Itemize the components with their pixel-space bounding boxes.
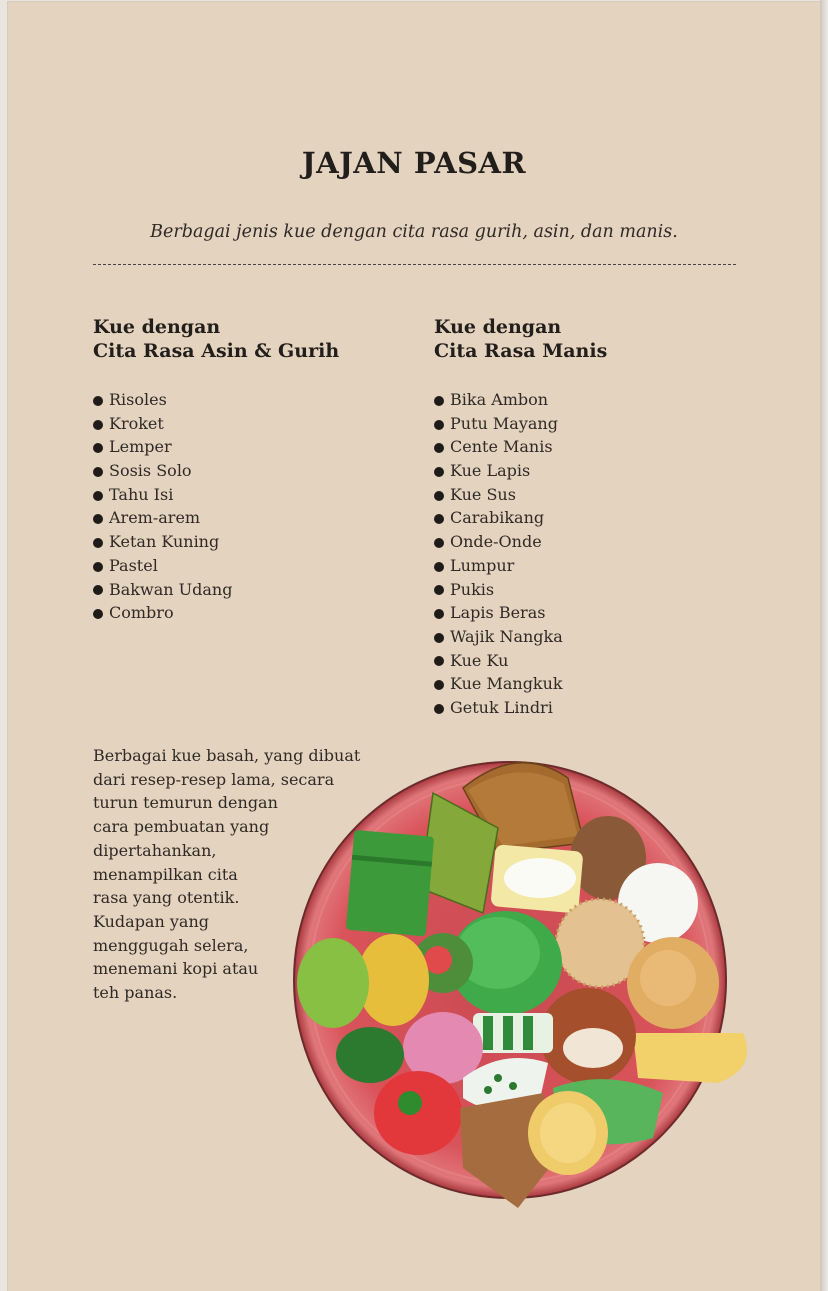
list-item-label: Kue Ku (450, 650, 509, 670)
list-item-label: Ketan Kuning (109, 532, 220, 552)
list-item (434, 435, 764, 459)
list-item (434, 388, 764, 412)
list-item (434, 530, 764, 554)
list-item (93, 578, 393, 602)
sweet-heading-line1: Kue dengan (434, 316, 562, 338)
list-item (93, 506, 393, 530)
bullet-icon (434, 585, 444, 595)
list-item-label: Pastel (109, 555, 158, 575)
list-item-label: Wajik Nangka (450, 626, 563, 646)
savory-list (93, 388, 393, 625)
bullet-icon (434, 656, 444, 666)
list-item (434, 625, 764, 649)
list-item-label: Kue Lapis (450, 461, 531, 481)
list-item-label: Lumpur (450, 555, 515, 575)
dashed-divider (93, 264, 736, 265)
bullet-icon (434, 633, 444, 643)
bullet-icon (434, 514, 444, 524)
list-item-label: Risoles (109, 390, 167, 409)
list-item-label: Carabikang (450, 508, 545, 528)
bullet-icon (434, 562, 444, 572)
list-item-label: Bika Ambon (450, 390, 549, 409)
bullet-icon (434, 680, 444, 690)
bullet-icon (93, 609, 103, 619)
page-title: JAJAN PASAR (301, 146, 527, 180)
list-item-label: Arem-arem (109, 508, 201, 528)
list-item (434, 412, 764, 436)
list-item-label: Kue Mangkuk (450, 674, 563, 694)
list-item (93, 601, 393, 625)
bullet-icon (93, 396, 103, 406)
list-item-label: Putu Mayang (450, 413, 558, 433)
list-item (93, 435, 393, 459)
page-edge-shadow (820, 0, 828, 1291)
list-item (93, 412, 393, 436)
list-item (93, 554, 393, 578)
bullet-icon (434, 491, 444, 501)
description-paragraph: Berbagai kue basah, yang dibuat dari resep-resep lama, secara turun temurun dengan cara pembuatan yang dipertahankan, menampilkan cita rasa yang otentik. Kudapan yang menggugah selera, menemani kopi atau teh panas. (93, 746, 361, 1003)
savory-heading-line2: Cita Rasa Asin & Gurih (93, 340, 340, 362)
list-item-label: Kroket (109, 413, 164, 433)
list-item (93, 530, 393, 554)
page-subtitle: Berbagai jenis kue dengan cita rasa gurih, asin, dan manis. (150, 222, 678, 242)
list-item (434, 578, 764, 602)
list-item-label: Bakwan Udang (109, 579, 233, 599)
savory-column (93, 315, 393, 625)
list-item (434, 459, 764, 483)
list-item (434, 601, 764, 625)
list-item-label: Pukis (450, 579, 495, 599)
bullet-icon (93, 491, 103, 501)
sweet-heading-line2: Cita Rasa Manis (434, 340, 608, 362)
savory-heading-line1: Kue dengan (93, 316, 221, 338)
bullet-icon (93, 562, 103, 572)
bullet-icon (434, 467, 444, 477)
sweet-column (434, 315, 764, 720)
list-item-label: Tahu Isi (109, 484, 174, 504)
list-item (434, 483, 764, 507)
bullet-icon (434, 538, 444, 548)
list-item-label: Getuk Lindri (450, 697, 553, 717)
bullet-icon (434, 420, 444, 430)
sweet-heading (434, 315, 764, 363)
bullet-icon (434, 704, 444, 714)
list-item (434, 506, 764, 530)
bullet-icon (93, 585, 103, 595)
list-item (93, 388, 393, 412)
list-item (434, 672, 764, 696)
bullet-icon (434, 443, 444, 453)
list-item-label: Sosis Solo (109, 461, 192, 481)
list-item (93, 459, 393, 483)
list-item (434, 696, 764, 720)
bullet-icon (434, 396, 444, 406)
bullet-icon (93, 467, 103, 477)
list-item-label: Cente Manis (450, 437, 553, 457)
sweet-list (434, 388, 764, 720)
kue-plate-illustration (288, 748, 758, 1218)
savory-heading (93, 315, 393, 363)
bullet-icon (93, 514, 103, 524)
list-item (93, 483, 393, 507)
list-item (434, 649, 764, 673)
list-item-label: Combro (109, 603, 174, 623)
bullet-icon (93, 420, 103, 430)
list-item (434, 554, 764, 578)
bullet-icon (434, 609, 444, 619)
bullet-icon (93, 538, 103, 548)
list-item-label: Lemper (109, 437, 172, 457)
kue-plate-image (288, 748, 758, 1218)
bullet-icon (93, 443, 103, 453)
list-item-label: Lapis Beras (450, 603, 546, 623)
list-item-label: Onde-Onde (450, 532, 542, 552)
list-item-label: Kue Sus (450, 484, 516, 504)
